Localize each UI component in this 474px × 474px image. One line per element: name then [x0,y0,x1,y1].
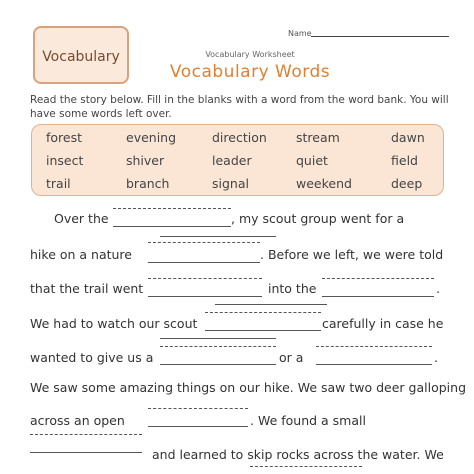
blank-answer-line[interactable] [322,296,434,297]
blank-answer-line[interactable] [148,242,260,243]
word-bank-word: stream [296,130,340,145]
blank-answer-line[interactable] [316,346,432,347]
blank-answer-line[interactable] [30,434,142,435]
blank-answer-line[interactable] [205,312,321,313]
story-text: . [434,350,438,365]
blank-answer-line[interactable] [160,236,276,237]
blank-answer-line[interactable] [30,452,142,453]
blank-answer-line[interactable] [215,304,327,305]
story-text: or a [279,350,304,365]
story-text: . We found a small [250,413,366,428]
blank-answer-line[interactable] [160,338,276,339]
blank-answer-line[interactable] [113,226,231,227]
word-bank-word: signal [212,176,249,191]
story-text: We had to watch our scout [30,316,198,331]
word-bank [31,124,444,196]
word-bank-word: quiet [296,153,328,168]
badge-label: Vocabulary [42,49,120,65]
blank-answer-line[interactable] [160,346,276,347]
story-text: into the [268,281,317,296]
blank-answer-line[interactable] [148,262,260,263]
word-bank-word: weekend [296,176,352,191]
story-text: across an open [30,413,125,428]
story-text: , my scout group went for a [231,211,405,226]
word-bank-word: deep [391,176,423,191]
blank-answer-line[interactable] [160,364,276,365]
blank-answer-line[interactable] [148,296,262,297]
story-text: We saw some amazing things on our hike. We saw two deer galloping [30,380,466,395]
blank-answer-line[interactable] [148,278,262,279]
name-label: Name [288,29,312,38]
word-bank-word: insect [46,153,84,168]
story-text: Over the [54,211,109,226]
blank-answer-line[interactable] [316,364,432,365]
vocabulary-badge [33,26,129,84]
blank-answer-line[interactable] [113,208,231,209]
word-bank-word: forest [46,130,83,145]
blank-answer-line[interactable] [148,408,248,409]
blank-answer-line[interactable] [250,466,362,467]
word-bank-word: shiver [126,153,165,168]
story-text: carefully in case he [322,316,444,331]
worksheet-title: Vocabulary Words [169,62,331,82]
instructions: Read the story below. Fill in the blanks with a word from the word bank. You will have some words left over. [30,94,449,120]
story-text: . Before we left, we were told [260,247,444,262]
word-bank-word: field [391,153,418,168]
story-text: hike on a nature [30,247,132,262]
story-text: wanted to give us a [30,350,154,365]
name-input-line[interactable] [311,36,449,37]
story-text: and learned to skip rocks across the water. We [152,447,444,462]
blank-answer-line[interactable] [148,426,248,427]
story-text: that the trail went [30,281,144,296]
story-text: . [436,281,440,296]
blank-answer-line[interactable] [322,278,434,279]
word-bank-word: evening [126,130,177,145]
word-bank-word: dawn [391,130,425,145]
blank-answer-line[interactable] [205,330,321,331]
word-bank-word: branch [126,176,170,191]
word-bank-word: leader [212,153,252,168]
word-bank-word: direction [212,130,267,145]
word-bank-word: trail [46,176,71,191]
worksheet-subtitle: Vocabulary Worksheet [205,50,295,59]
